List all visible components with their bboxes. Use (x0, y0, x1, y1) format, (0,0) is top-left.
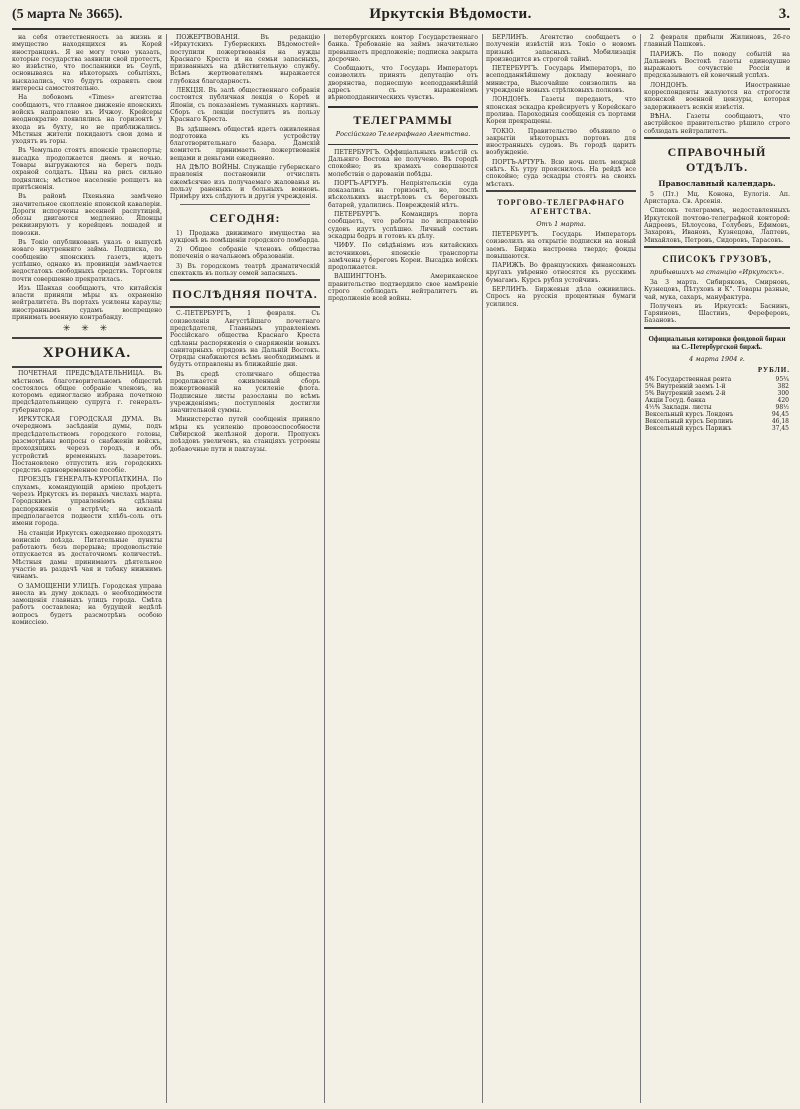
chronicle-paragraph: ИРКУТСКАЯ ГОРОДСКАЯ ДУМА. Въ очередномъ засѣданіи думы, подъ предсѣдательствомъ городского головы, разсмотрѣны вопросы о снабженіи войскъ, проходящихъ черезъ городъ, и объ устройствѣ временныхъ лазаретовъ. Постановлено отпустить изъ городскихъ средствъ единовременное пособіе. (12, 416, 162, 475)
chronicle-heading: ХРОНИКА. (42, 345, 132, 362)
divider-ornament: ✳ ✳ ✳ (62, 324, 112, 335)
exchange-security-name: 4% Государственная рента (645, 375, 732, 383)
exchange-security-name: Вексельный курсъ Парижъ (645, 424, 732, 432)
calendar-paragraph: 5 (Пт.) Мц. Конона, Еулогія. Ап. Аристарха. Св. Арсенія. (644, 190, 790, 206)
chronicle-paragraph: На станціи Иркутскъ ежедневно проходятъ воинскіе поѣзда. Питательные пункты работаютъ безъ перерыва; продовольствіе отпускается въ достаточномъ количествѣ. Мѣстныя дамы принимаютъ дѣятельное участіе въ раздачѣ чая и табаку нижнимъ чинамъ. (12, 529, 162, 581)
currency-label: РУБЛИ. (757, 365, 790, 374)
article-paragraph: На лобовомъ «Times» агентства сообщаютъ, что главное движеніе японскихъ войскъ направлено къ Ичжоу. Крейсеры неоднократно появлялись на горизонтѣ у входа въ бухту, но не приближались. Мѣстныя жители покидаютъ свои дома и уходятъ въ горы. (12, 94, 162, 146)
exchange-security-name: Вексельный курсъ Лондонъ (645, 410, 734, 418)
exchange-row (644, 418, 790, 425)
column-1 (12, 34, 162, 1103)
article-paragraph: ЛОНДОНЪ. Газеты передаютъ, что японская эскадра крейсируетъ у Корейскаго пролива. Пароходныя сообщенія съ портами Кореи прекращены. (486, 96, 636, 126)
chronicle-paragraph: ПРОЕЗДЪ ГЕНЕРАЛЪ-КУРОПАТКИНА. По слухамъ, командующій арміею проѣдетъ черезъ Иркутскъ въ первыхъ числахъ марта. Городскимъ управленіемъ сдѣланы распоряженія о встрѣчѣ; на вокзалѣ предполагается поднести хлѣбъ-соль отъ имени города. (12, 476, 162, 528)
exchange-price: 94,45 (771, 410, 789, 418)
today-item: 1) Продажа движимаго имущества на аукціонѣ въ помѣщеніи городского ломбарда. (170, 229, 320, 244)
article-paragraph: Въ районѣ Пхеньяна замѣчено значительное скопленіе японской кавалеріи. Дороги испорчены весенней распутицей, обозы двигаются медленно. Японцы реквизируютъ у корейцевъ лошадей и повозки. (12, 193, 162, 237)
telegram-paragraph: ПЕТЕРБУРГЪ. Оффиціальныхъ извѣстій съ Дальняго Востока не получено. Въ городѣ спокойно; въ храмахъ совершаются молебствія о дарованіи побѣды. (328, 148, 478, 178)
telegrams-subheading: Россійскаго Телеграфнаго Агентства. (335, 129, 471, 138)
trade-paragraph: ПАРИЖЪ. Во французскихъ финансовыхъ кругахъ увѣренно относятся къ русскимъ бумагамъ. Курсъ рубля устойчивъ. (486, 262, 636, 284)
exchange-row (644, 425, 790, 432)
exchange-heading: Официальныя котировки фондовой биржи на С.-Петербургской биржѣ. (648, 334, 786, 351)
telegrams-heading: ТЕЛЕГРАММЫ (353, 112, 453, 127)
telegram-paragraph: ПЕТЕРБУРГЪ. Командиръ порта сообщаетъ, что работы по исправленію судовъ идутъ успѣшно. Личный составъ эскадры бодръ и готовъ къ дѣлу. (328, 211, 478, 240)
telegram-paragraph: ВАШИНГТОНЪ. Американское правительство подтвердило свое намѣреніе строго соблюдать нейтралитетъ въ продолженіе всей войны. (328, 273, 478, 303)
post-paragraph: Въ средѣ столичнаго общества продолжается оживленный сборъ пожертвованій на усиленіе флота. Подписные листы разосланы по всѣмъ учрежденіямъ; поступленія достигли значительной суммы. (170, 370, 320, 415)
divider (644, 246, 790, 248)
page-header (12, 6, 790, 30)
cargo-heading: СПИСОКЪ ГРУЗОВЪ, (662, 253, 772, 264)
trade-telegraph-date: Отъ 1 марта. (536, 219, 586, 228)
article-paragraph: Въ Токіо опубликованъ указъ о выпускѣ новаго внутренняго займа. Подписка, по сообщенію японскихъ газетъ, идетъ успѣшно, однако въ провинціи замѣчается недостатокъ свободныхъ средствъ. Торговля почти совершенно прекратилась. (12, 239, 162, 283)
chronicle-paragraph: О ЗАМОЩЕНІИ УЛИЦЪ. Городская управа внесла въ думу докладъ о необходимости замощенія главныхъ улицъ города. Смѣта работъ составлена; на будущей недѣлѣ вопросъ будетъ разсмотрѣнъ особою комиссіею. (12, 582, 162, 627)
issue-number: (5 марта № 3665). (12, 7, 123, 22)
column-rule (324, 34, 325, 1103)
exchange-security-name: Акціи Госуд. банка (645, 396, 706, 404)
today-heading: СЕГОДНЯ: (209, 210, 281, 225)
divider (170, 306, 320, 308)
divider (170, 279, 320, 281)
post-paragraph: Министерство путей сообщенія приняло мѣры къ усиленію провозоспособности Сибирской желѣзной дороги. Пропускъ поѣздовъ увеличенъ, на станціяхъ устроены добавочные пути и пакгаузы. (170, 416, 320, 453)
exchange-row (644, 390, 790, 397)
post-paragraph: С.-ПЕТЕРБУРГЪ, 1 февраля. Съ соизволенія Августѣйшаго почетнаго предсѣдателя, Главнымъ управленіемъ Россійскаго общества Краснаго Креста сдѣланы распоряженія о снаряженіи новыхъ санитарныхъ отрядовъ на Дальній Востокъ. Отряды снабжаются всѣмъ необходимымъ и будутъ отправлены въ ближайшіе дни. (170, 310, 320, 369)
column-rule (640, 34, 641, 1103)
article-paragraph: БЕРЛИНЪ. Агентство сообщаетъ о полученіи извѣстій изъ Токіо о новомъ призывѣ запасныхъ. Мобилизація производится въ строгой тайнѣ. (486, 34, 636, 63)
article-paragraph: Въ Чемульпо стоятъ японскіе транспорты; высадка продолжается днемъ и ночью. Товары выгружаются на берегъ подъ охраной солдатъ. Цѣны на рисъ сильно поднялись; мѣстное населеніе ропщетъ на притѣсненія. (12, 147, 162, 191)
divider (180, 204, 310, 205)
trade-paragraph: ПЕТЕРБУРГЪ. Государь Императоръ соизволилъ на открытіе подписки на новый заемъ. Биржа настроена твердо; фонды повышаются. (486, 230, 636, 260)
article-paragraph: ТОКІО. Правительство объявило о закрытіи нѣкоторыхъ портовъ для иностранныхъ судовъ. Въ городѣ царитъ возбужденіе. (486, 127, 636, 157)
article-paragraph: ВѢНА. Газеты сообщаютъ, что австрійское правительство рѣшило строго соблюдать нейтралитетъ. (644, 112, 790, 135)
divider (12, 366, 162, 368)
post-heading: ПОСЛѢДНЯЯ ПОЧТА. (172, 287, 318, 302)
trade-paragraph: БЕРЛИНЪ. Биржевыя дѣла оживились. Спросъ на русскія процентныя бумаги усилился. (486, 286, 636, 308)
exchange-price: 46,18 (771, 417, 789, 425)
today-item: 3) Въ городскомъ театрѣ драматическій спектакль въ пользу семей запасныхъ. (170, 262, 320, 278)
page-number: 3. (778, 6, 790, 22)
calendar-heading: Православный календарь. (658, 178, 776, 188)
article-paragraph: Въ здѣшнемъ обществѣ идетъ оживленная подготовка къ устройству благотворительнаго базара. Дамскій комитетъ принимаетъ пожертвованія вещами и деньгами ежедневно. (170, 125, 320, 162)
article-paragraph: НА ДѢЛО ВОЙНЫ. Служащіе губернскаго правленія постановили отчислять ежемѣсячно изъ получаемаго жалованья въ пользу раненыхъ и больныхъ воиновъ. Примѣру ихъ слѣдуютъ и другія учрежденія. (170, 164, 320, 201)
divider (12, 337, 162, 339)
article-paragraph: на себя ответственность за жизнь и имущество находящихся въ Корей иностранцевъ. Я не могу точно указать, которые государства заявили свой протестъ, но извѣстно, что посланники въ Сеулѣ, основываясь на нѣкоторыхъ событіяхъ, высказались, что будутъ охранять свои интересы самостоятельно. (12, 34, 162, 93)
exchange-price: 382 (777, 382, 789, 390)
column-4 (486, 34, 636, 1103)
chronicle-paragraph: ПОЧЕТНАЯ ПРЕДСѢДАТЕЛЬНИЦА. Въ мѣстномъ благотворительномъ обществѣ состоялось общее собраніе членовъ, на которомъ единогласно избрана почетною предсѣдательницею супруга г. генералъ-губернатора. (12, 370, 162, 414)
article-paragraph: ЛОНДОНЪ. Иностранные корреспонденты жалуются на строгости японской военной цензуры, которая задерживаетъ всякія извѣстія. (644, 81, 790, 111)
divider (644, 137, 790, 139)
telegrams-banner (328, 106, 478, 145)
columns (12, 34, 790, 1103)
exchange-date: 4 марта 1904 г. (689, 354, 745, 363)
exchange-security-name: 4½% Закладн. листы (645, 403, 712, 411)
divider (644, 327, 790, 329)
exchange-security-name: Вексельный курсъ Берлинъ (645, 417, 734, 425)
article-paragraph: ПЕТЕРБУРГЪ. Государь Императоръ, по всеподданнѣйшему докладу военнаго министра, Высочайше соизволилъ на учрежденіе новыхъ стрѣлковыхъ полковъ. (486, 65, 636, 95)
article-paragraph: петербургскихъ контор Государственнаго банка. Требованіе на займъ значительно превышаетъ предложеніе; подписка закрыта досрочно. (328, 34, 478, 63)
article-paragraph: ЛЕКЦІЯ. Въ залѣ общественнаго собранія состоится публичная лекція о Кореѣ и Японіи, съ показаніемъ туманныхъ картинъ. Сборъ съ лекціи поступитъ въ пользу Краснаго Креста. (170, 87, 320, 124)
telegram-paragraph: ЧИФУ. По свѣдѣніямъ изъ китайскихъ источниковъ, японскіе транспорты замѣчены у береговъ Кореи. Высадка войскъ продолжается. (328, 242, 478, 272)
exchange-price: 300 (777, 389, 789, 397)
article-paragraph: Изъ Шанхая сообщаютъ, что китайскія власти приняли мѣры къ охраненію нейтралитета. Въ портахъ усилены караулы; иностраннымъ судамъ воспрещено принимать военную контрабанду. (12, 284, 162, 321)
telegram-paragraph: ПОРТЪ-АРТУРЪ. Непріятельскія суда показались на горизонтѣ, но, послѣ нѣсколькихъ выстрѣловъ съ береговыхъ батарей, удалились. Поврежденій нѣтъ. (328, 179, 478, 209)
exchange-price: 37,45 (771, 424, 789, 432)
exchange-security-name: 5% Внутренній заемъ 1-й (645, 382, 726, 390)
column-2 (170, 34, 320, 1103)
column-rule (482, 34, 483, 1103)
exchange-price: 98½ (775, 403, 789, 411)
exchange-row (644, 411, 790, 418)
exchange-row (644, 383, 790, 390)
article-paragraph: 2 февраля прибыли Жилиновъ, 26-го главный Пашковъ. (644, 34, 790, 49)
trade-telegraph-heading: ТОРГОВО-ТЕЛЕГРАФНАГО АГЕНТСТВА. (497, 197, 625, 216)
article-paragraph: ПАРИЖЪ. По поводу событій на Дальнемъ Востокѣ газеты единодушно выражаютъ сочувствіе Россіи и предсказываютъ ей конечный успѣхъ. (644, 50, 790, 80)
exchange-row (644, 397, 790, 404)
divider (486, 190, 636, 192)
column-5 (644, 34, 790, 1103)
article-paragraph: ПОРТЪ-АРТУРЪ. Всю ночь шелъ мокрый снѣгъ. Къ утру прояснилось. На рейдѣ все спокойно; суда эскадры стоятъ на своихъ мѣстахъ. (486, 158, 636, 188)
exchange-table (644, 376, 790, 432)
column-3 (328, 34, 478, 1103)
exchange-row (644, 404, 790, 411)
article-paragraph: ПОЖЕРТВОВАНІЯ. Въ редакцію «Иркутскихъ Губернскихъ Вѣдомостей» поступили пожертвованія на нужды Краснаго Креста и на семьи запасныхъ, призванныхъ на дѣйствительную службу. Всѣмъ жертвователямъ выражается глубокая благодарность. (170, 34, 320, 85)
cargo-paragraph: За 3 марта. Сибиряковъ, Смирновъ, Кузнецовъ, Пѣтуховъ и К°. Товары разные, чай, мука, сахаръ, мануфактура. (644, 278, 790, 301)
exchange-price: 420 (777, 396, 789, 404)
exchange-row (644, 376, 790, 383)
cargo-subheading: прибывшихъ на станцію «Иркутскъ». (649, 267, 785, 276)
calendar-paragraph: Списокъ телеграммъ, недоставленныхъ Иркутской почтово-телеграфной конторой: Андреевъ, Бѣлоусова, Голубевъ, Ефимовъ, Захаровъ, Ивановъ, Кузнецова, Лаптевъ, Михайловъ, Петровъ, Сидоровъ, Тарасовъ. (644, 207, 790, 244)
article-paragraph: Сообщаютъ, что Государь Императоръ соизволилъ принять депутацію отъ дворянства, поднесшую всеподданнѣйшій адресъ съ выраженіемъ вѣрноподданническихъ чувствъ. (328, 65, 478, 102)
column-rule (166, 34, 167, 1103)
reference-heading: СПРАВОЧНЫЙ ОТДѢЛЪ. (667, 144, 767, 174)
cargo-paragraph: Полученъ въ Иркутскѣ: Баснинъ, Гаряиновъ, Шастинъ, Фереферовъ, Базановъ. (644, 302, 790, 325)
today-item: 2) Общее собраніе членовъ общества попеченія о начальномъ образованіи. (170, 246, 320, 261)
newspaper-title: Иркутскія Вѣдомости. (369, 6, 532, 22)
exchange-security-name: 5% Внутренній заемъ 2-й (645, 389, 726, 397)
exchange-price: 95¾ (775, 375, 789, 383)
